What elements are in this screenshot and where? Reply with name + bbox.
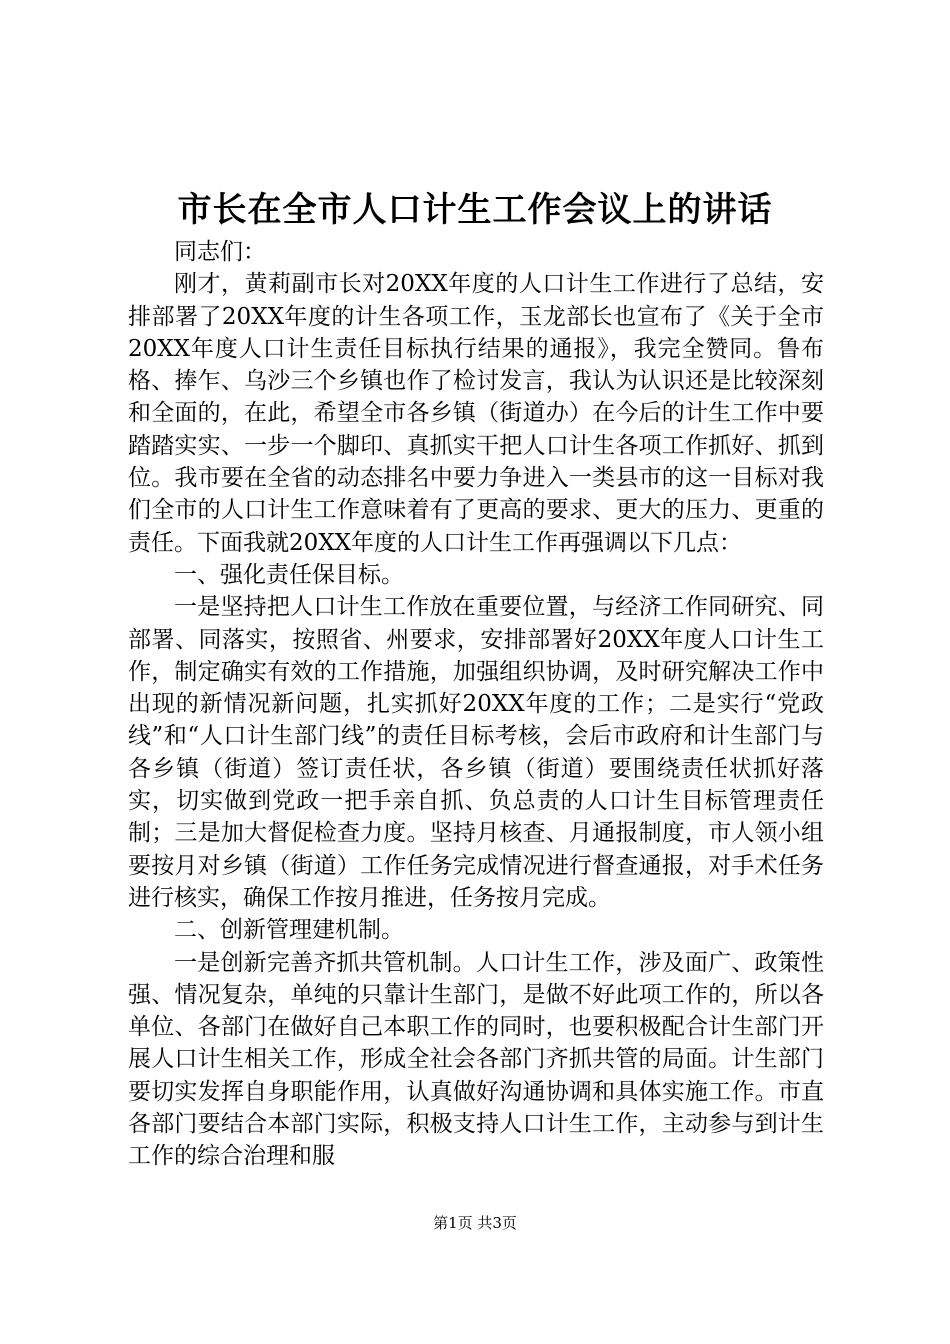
paragraph: 一是坚持把人口计生工作放在重要位置，与经济工作同研究、同部署、同落实，按照省、州要求，安排部署好20XX年度人口计生工作，制定确实有效的工作措施，加强组织协调，及时研究解决工作中出现的新情况新问题，扎实抓好20XX年度的工作；二是实行“党政线”和“人口计生部门线”的责任目标考核，会后市政府和计生部门与各乡镇（街道）签订责任状，各乡镇（街道）要围绕责任状抓好落实，切实做到党政一把手亲自抓、负总责的人口计生目标管理责任制；三是加大督促检查力度。坚持月核查、月通报制度，市人领小组要按月对乡镇（街道）工作任务完成情况进行督查通报，对手术任务进行核实，确保工作按月推进，任务按月完成。	[128, 594, 824, 911]
paragraph: 一是创新完善齐抓共管机制。人口计生工作，涉及面广、政策性强、情况复杂，单纯的只靠计生部门，是做不好此项工作的，所以各单位、各部门在做好自己本职工作的同时，也要积极配合计生部门开展人口计生相关工作，形成全社会各部门齐抓共管的局面。计生部门要切实发挥自身职能作用，认真做好沟通协调和具体实施工作。市直各部门要结合本部门实际，积极支持人口计生工作，主动参与到计生工作的综合治理和服	[128, 949, 824, 1170]
page-number-footer: 第1页 共3页	[433, 1214, 517, 1232]
document-title: 市长在全市人口计生工作会议上的讲话	[177, 190, 773, 230]
paragraph: 刚才，黄莉副市长对20XX年度的人口计生工作进行了总结，安排部署了20XX年度的计生各项工作，玉龙部长也宣布了《关于全市20XX年度人口计生责任目标执行结果的通报》，我完全赞同。鲁布格、捧乍、乌沙三个乡镇也作了检讨发言，我认为认识还是比较深刻和全面的，在此，希望全市各乡镇（街道办）在今后的计生工作中要踏踏实实、一步一个脚印、真抓实干把人口计生各项工作抓好、抓到位。我市要在全省的动态排名中要力争进入一类县市的这一目标对我们全市的人口计生工作意味着有了更高的要求、更大的压力、更重的责任。下面我就20XX年度的人口计生工作再强调以下几点：	[128, 271, 824, 556]
paragraph-greeting: 同志们：	[174, 239, 266, 265]
document-body	[128, 236, 824, 1173]
section-heading: 二、创新管理建机制。	[174, 917, 404, 944]
section-heading: 一、强化责任保目标。	[174, 561, 404, 588]
